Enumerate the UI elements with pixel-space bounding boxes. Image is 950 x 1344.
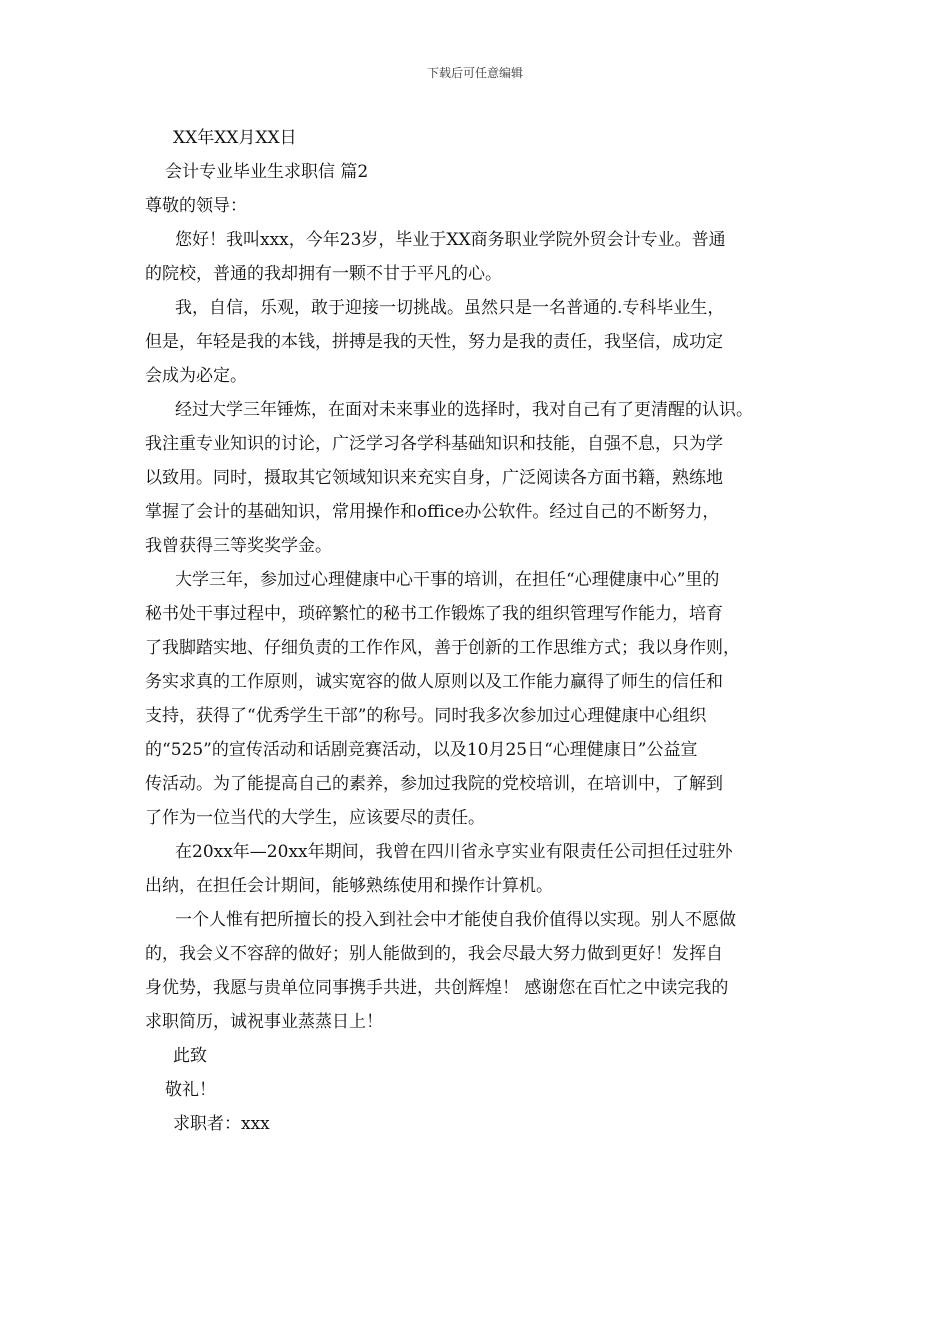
paragraph-line: 秘书处干事过程中，琐碎繁忙的秘书工作锻炼了我的组织管理写作能力，培育: [145, 604, 723, 624]
letter-date: XX年XX月XX日: [173, 128, 297, 148]
letter-regards: 敬礼！: [165, 1080, 216, 1100]
paragraph-line: 我注重专业知识的讨论，广泛学习各学科基础知识和技能，自强不息，只为学: [145, 434, 723, 454]
letter-salutation: 尊敬的领导：: [145, 196, 247, 216]
paragraph-line: 身优势，我愿与贵单位同事携手共进，共创辉煌！ 感谢您在百忙之中读完我的: [145, 978, 729, 998]
paragraph-6: [145, 903, 825, 1039]
paragraph-line: 掌握了会计的基础知识，常用操作和office办公软件。经过自己的不断努力，: [145, 502, 720, 522]
paragraph-line: 的“525”的宣传活动和话剧竞赛活动，以及10月25日“心理健康日”公益宣: [145, 740, 698, 760]
page-header-note: 下载后可任意编辑: [426, 66, 523, 80]
paragraph-line: 出纳，在担任会计期间，能够熟练使用和操作计算机。: [145, 876, 553, 896]
letter-body: [145, 121, 825, 1141]
paragraph-line: 但是，年轻是我的本钱，拼搏是我的天性，努力是我的责任，我坚信，成功定: [145, 332, 723, 352]
letter-signature: 求职者：xxx: [173, 1114, 270, 1134]
paragraph-line: 求职简历，诚祝事业蒸蒸日上！: [145, 1012, 383, 1032]
paragraph-line: 的院校，普通的我却拥有一颗不甘于平凡的心。: [145, 264, 502, 284]
paragraph-line: 我，自信，乐观，敢于迎接一切挑战。虽然只是一名普通的.专科毕业生，: [175, 298, 725, 318]
paragraph-line: 我曾获得三等奖奖学金。: [145, 536, 332, 556]
letter-closing: 此致: [173, 1046, 207, 1066]
paragraph-line: 一个人惟有把所擅长的投入到社会中才能使自我价值得以实现。别人不愿做: [175, 910, 736, 930]
paragraph-line: 会成为必定。: [145, 366, 247, 386]
paragraph-4: [145, 563, 825, 835]
paragraph-line: 传活动。为了能提高自己的素养，参加过我院的党校培训，在培训中，了解到: [145, 774, 723, 794]
paragraph-line: 支持，获得了“优秀学生干部”的称号。同时我多次参加过心理健康中心组织: [145, 706, 707, 726]
paragraph-line: 大学三年，参加过心理健康中心干事的培训，在担任“心理健康中心”里的: [175, 570, 720, 590]
paragraph-5: [145, 835, 825, 903]
paragraph-line: 了作为一位当代的大学生，应该要尽的责任。: [145, 808, 485, 828]
paragraph-line: 经过大学三年锤炼，在面对未来事业的选择时，我对自己有了更清醒的认识。: [175, 400, 753, 420]
paragraph-line: 您好！我叫xxx，今年23岁，毕业于XX商务职业学院外贸会计专业。普通: [175, 230, 726, 250]
paragraph-line: 以致用。同时，摄取其它领域知识来充实自身，广泛阅读各方面书籍，熟练地: [145, 468, 723, 488]
paragraph-2: [145, 291, 825, 393]
paragraph-line: 在20xx年—20xx年期间，我曾在四川省永亨实业有限责任公司担任过驻外: [175, 842, 733, 862]
paragraph-1: [145, 223, 825, 291]
paragraph-line: 的，我会义不容辞的做好；别人能做到的，我会尽最大努力做到更好！发挥自: [145, 944, 723, 964]
paragraph-3: [145, 393, 825, 563]
paragraph-line: 务实求真的工作原则，诚实宽容的做人原则以及工作能力赢得了师生的信任和: [145, 672, 723, 692]
letter-title: 会计专业毕业生求职信 篇2: [165, 162, 369, 182]
paragraph-line: 了我脚踏实地、仔细负责的工作作风，善于创新的工作思维方式；我以身作则，: [145, 638, 740, 658]
